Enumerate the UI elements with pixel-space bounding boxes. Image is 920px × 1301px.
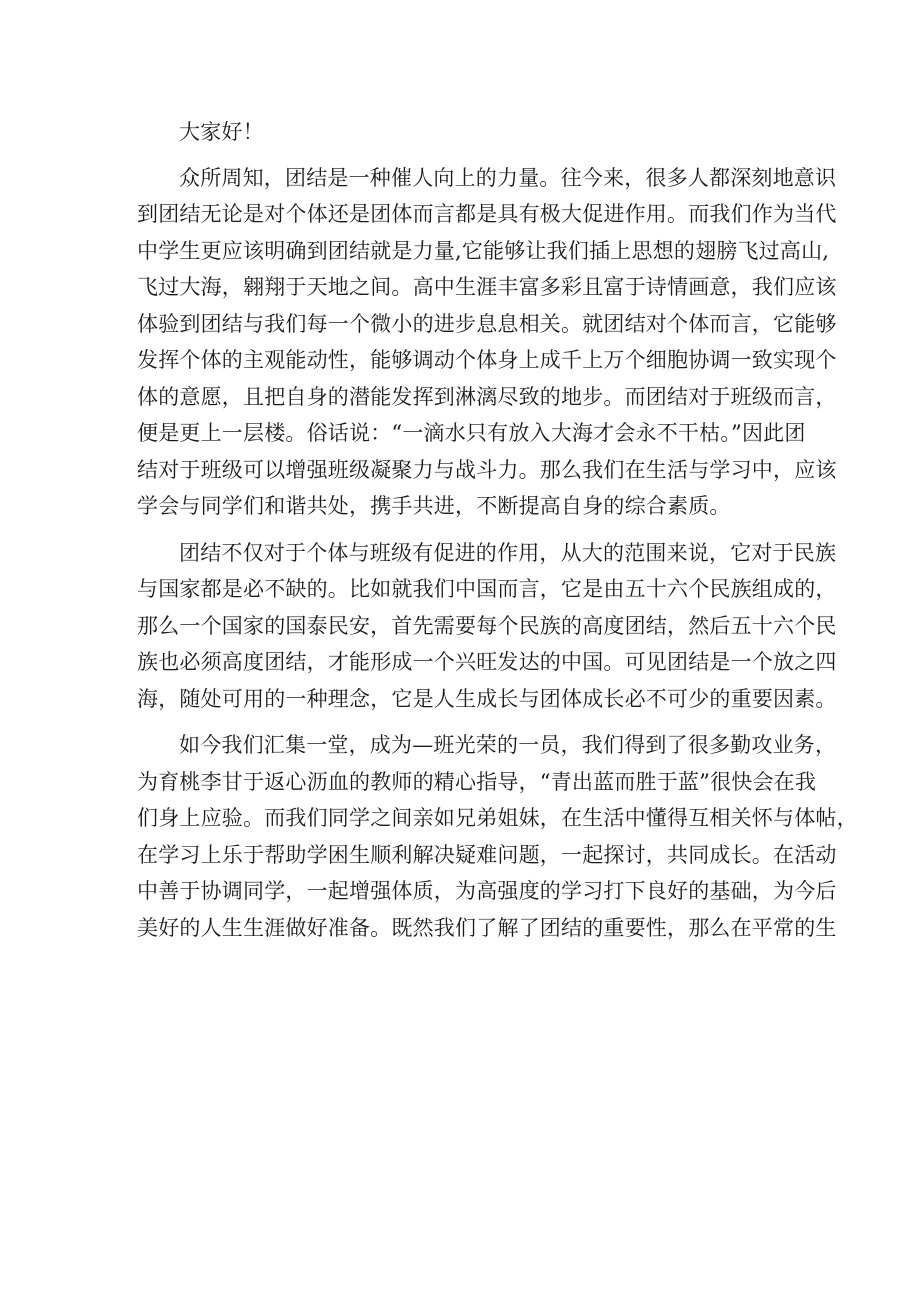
- paragraph-line: 如今我们汇集一堂，成为—班光荣的一员，我们得到了很多勤攻业务，: [179, 733, 837, 757]
- paragraph-line: 族也必须高度团结，才能形成一个兴旺发达的中国。可见团结是一个放之四: [137, 650, 837, 674]
- paragraph-line: 海，随处可用的一种理念，它是人生成长与团体成长必不可少的重要因素。: [137, 686, 837, 711]
- paragraph-line: 结对于班级可以增强班级凝聚力与战斗力。那么我们在生活与学习中，应该: [137, 457, 837, 482]
- paragraph-line: 众所周知，团结是一种催人向上的力量。往今来，很多人都深刻地意识: [179, 165, 837, 190]
- paragraph-line: 体验到团结与我们每一个微小的进步息息相关。就团结对个体而言，它能够: [137, 311, 837, 336]
- paragraph-line: 到团结无论是对个体还是团体而言都是具有极大促进作用。而我们作为当代: [137, 202, 837, 226]
- paragraph-line: 中善于协调同学，一起增强体质，为高强度的学习打下良好的基础，为今后: [137, 879, 837, 903]
- greeting-text: 大家好！: [179, 120, 264, 144]
- paragraph-line: 体的意愿，且把自身的潜能发挥到淋漓尽致的地步。而团结对于班级而言，: [137, 384, 837, 409]
- paragraph-line: 团结不仅对于个体与班级有促进的作用，从大的范围来说，它对于民族: [179, 540, 837, 565]
- paragraph-line: 们身上应验。而我们同学之间亲如兄弟姐妹，在生活中懂得互相关怀与体帖，: [137, 806, 858, 830]
- paragraph-line: 发挥个体的主观能动性，能够调动个体身上成千上万个细胞协调一致实现个: [137, 348, 837, 372]
- paragraph-line: 美好的人生生涯做好准备。既然我们了解了团结的重要性，那么在平常的生: [137, 915, 837, 940]
- paragraph-line: 为育桃李甘于返心沥血的教师的精心指导，“青出蓝而胜于蓝”很快会在我: [137, 769, 817, 794]
- paragraph-line: 那么一个国家的国泰民安，首先需要每个民族的高度团结，然后五十六个民: [137, 613, 837, 638]
- paragraph-1: [137, 160, 837, 525]
- paragraph-line: 在学习上乐于帮助学困生顺利解决疑难问题，一起探讨，共同成长。在活动: [137, 842, 837, 867]
- paragraph-3: [137, 727, 858, 946]
- greeting-paragraph: [137, 114, 801, 151]
- paragraph-line: 与国家都是必不缺的。比如就我们中国而言，它是由五十六个民族组成的，: [137, 577, 837, 601]
- paragraph-line: 便是更上一层楼。俗话说：“一滴水只有放入大海才会永不干枯。”因此团: [137, 421, 806, 445]
- paragraph-line: 飞过大海，翱翔于天地之间。高中生涯丰富多彩且富于诗情画意，我们应该: [137, 275, 837, 299]
- document-body: [137, 114, 858, 946]
- paragraph-2: [137, 535, 837, 718]
- paragraph-line: 中学生更应该明确到团结就是力量,它能够让我们插上思想的翅膀飞过高山,: [137, 238, 830, 263]
- paragraph-line: 学会与同学们和谐共处，携手共进，不断提高自身的综合素质。: [137, 494, 731, 518]
